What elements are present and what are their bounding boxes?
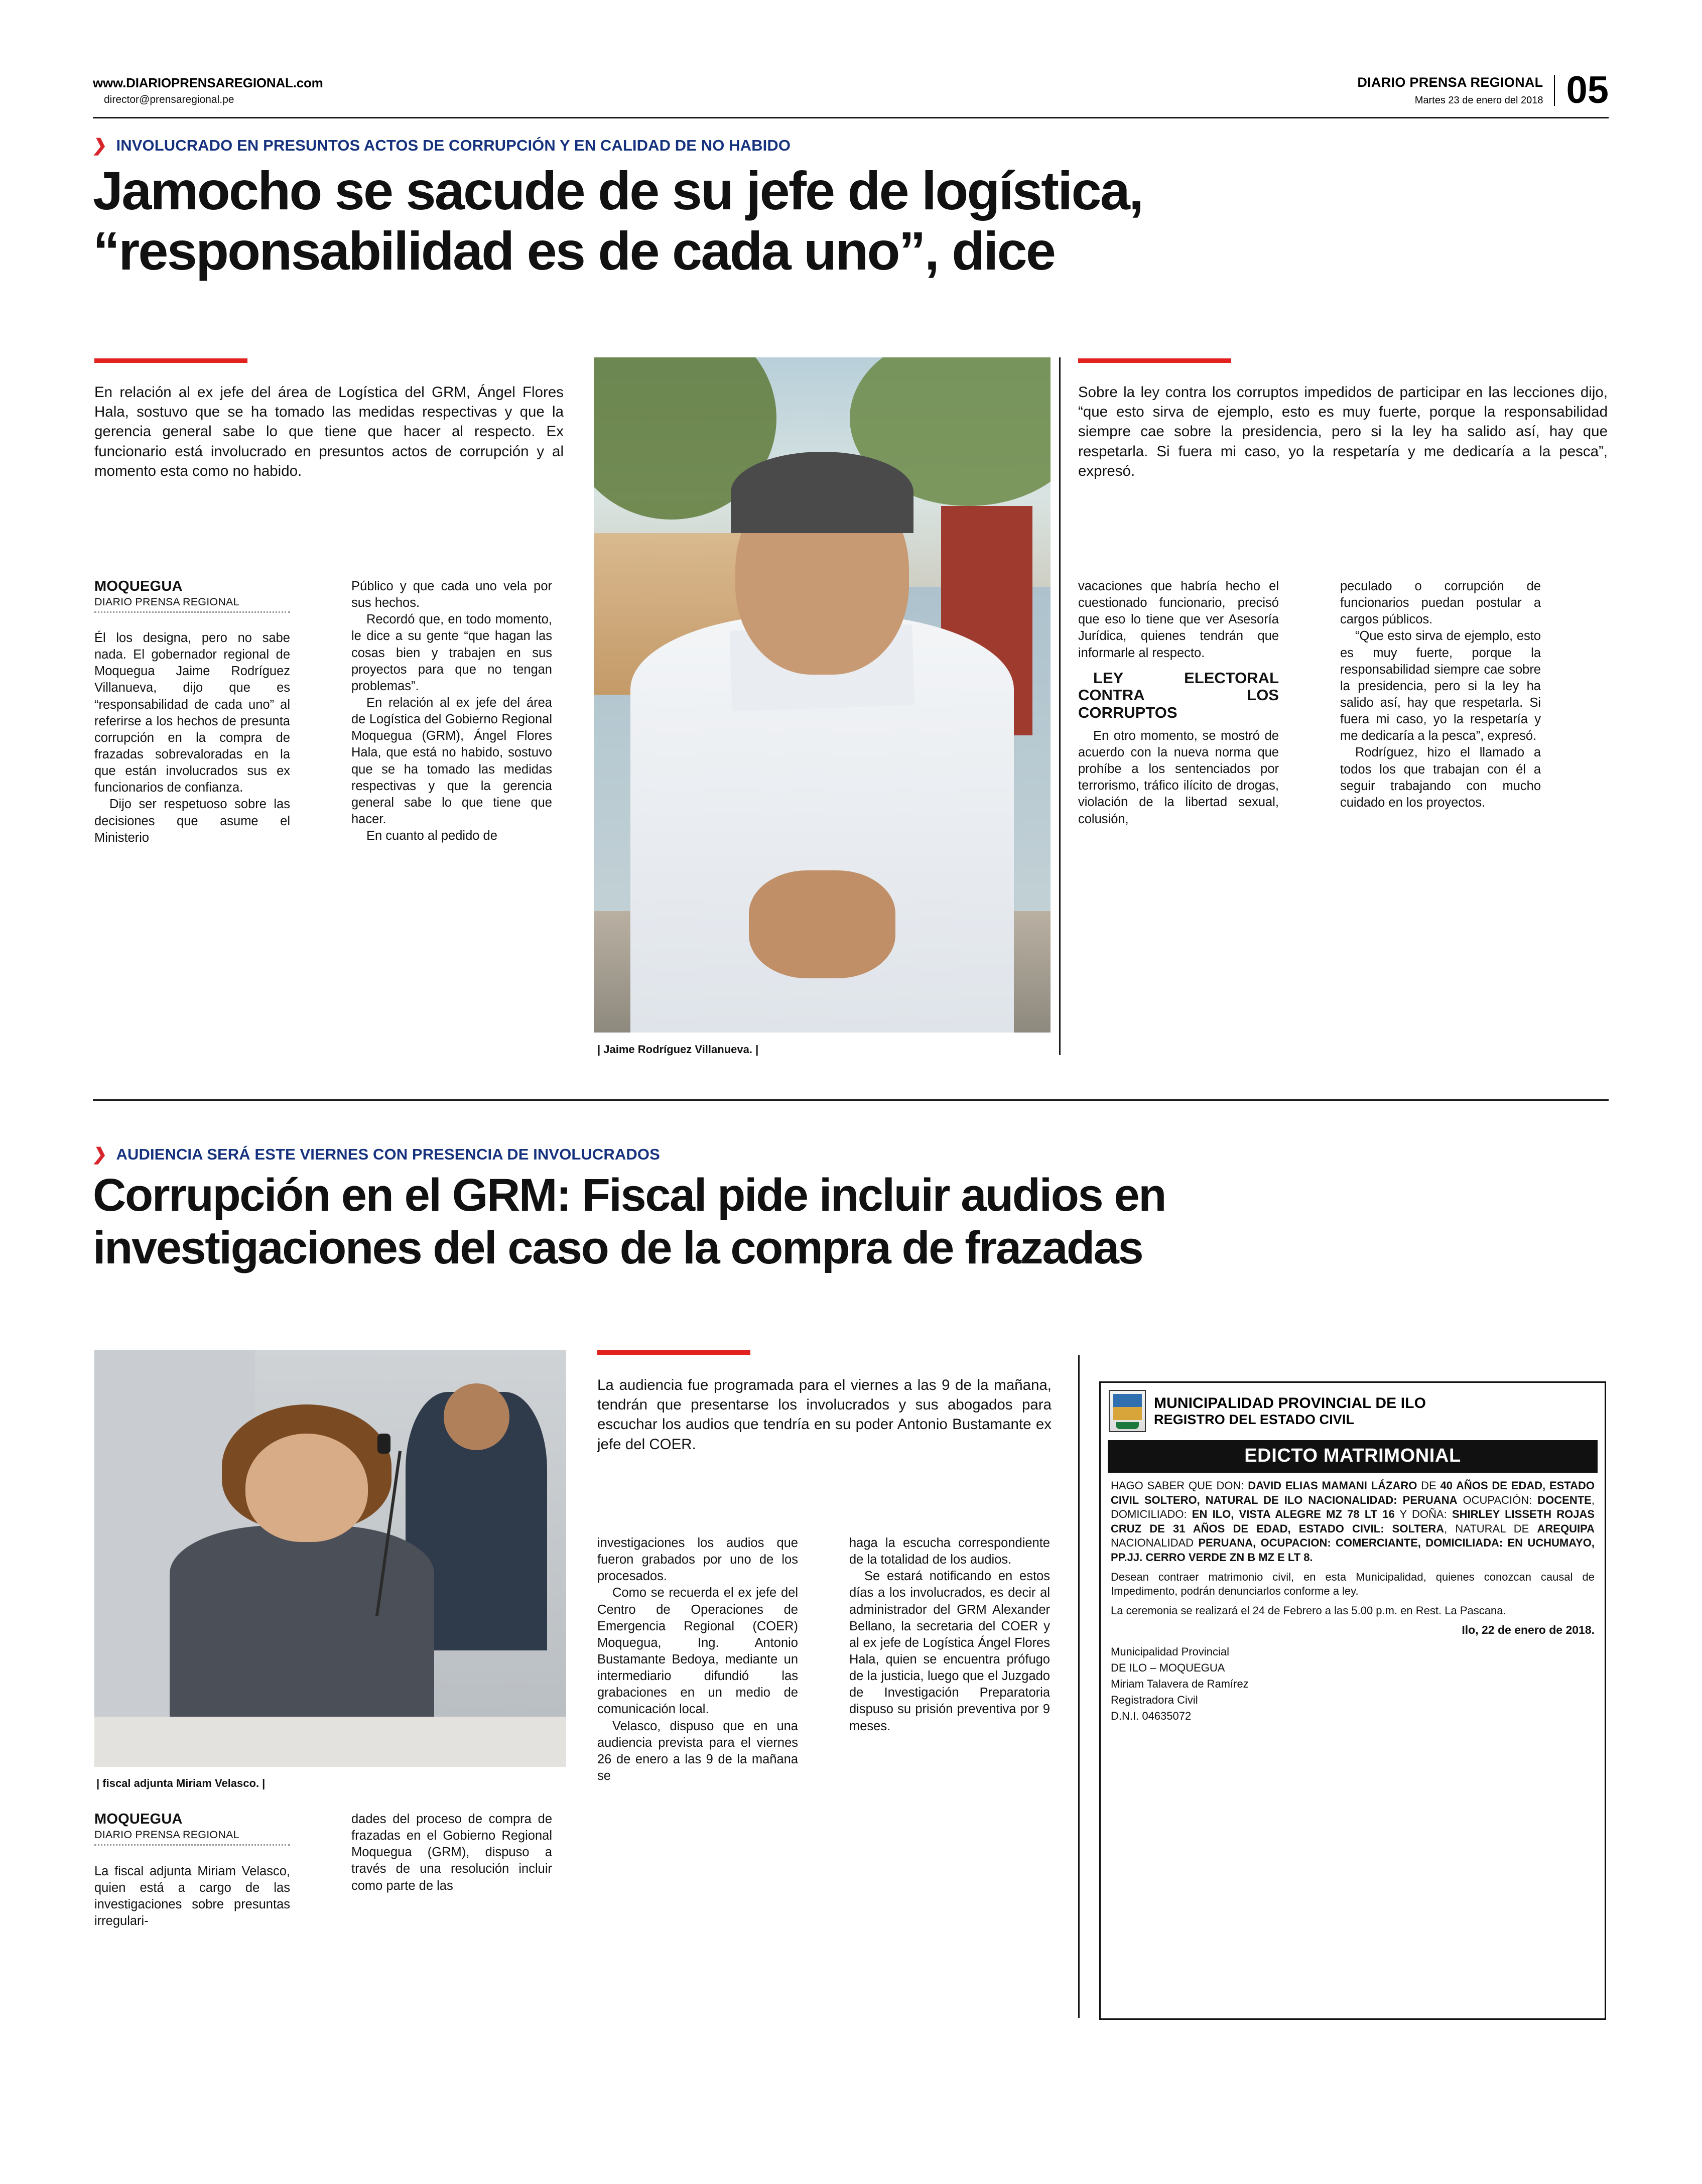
arrow-icon: ❯	[91, 136, 109, 155]
masthead-paper-name: DIARIO PRENSA REGIONAL	[1357, 75, 1543, 90]
article2-photo-caption: | fiscal adjunta Miriam Velasco. |	[96, 1777, 266, 1789]
article2-col1-p1: La fiscal adjunta Miriam Velasco, quien está a cargo de las investigaciones sobre presuntas irregulari-	[94, 1864, 290, 1929]
masthead-rule	[93, 117, 1609, 118]
article2-kicker-text: AUDIENCIA SERÁ ESTE VIERNES CON PRESENCIA DE INVOLUCRADOS	[116, 1145, 660, 1163]
masthead-left	[93, 75, 323, 107]
dotted-divider	[94, 611, 290, 613]
edicto-body-p3: La ceremonia se realizará el 24 de Febrero a las 5.00 p.m. en Rest. La Pascana.	[1111, 1604, 1506, 1617]
masthead-website[interactable]: www.DIARIOPRENSAREGIONAL.com	[93, 75, 323, 90]
article1-kicker	[93, 137, 1609, 155]
article1-col2-p3: En relación al ex jefe del área de Logística del Gobierno Regional Moquegua (GRM), Ángel Flores Hala, que está no habido, sostuvo que se ha tomado las medidas respectivas y que la gerencia general sabe lo que tiene que hacer.	[351, 695, 552, 826]
masthead-email[interactable]: director@prensaregional.pe	[104, 94, 234, 106]
masthead-right	[1357, 69, 1609, 112]
edicto-signature	[1111, 1644, 1595, 1724]
masthead	[93, 69, 1609, 112]
article1-subhead: LEY ELECTORAL CONTRA LOS CORRUPTOS	[1078, 669, 1279, 722]
article1-column-2	[351, 578, 552, 844]
article1-column-4	[1340, 578, 1541, 811]
article2-col4-p2: Se estará notificando en estos días a los involucrados, es decir al administrador del GRM Alexander Bellano, la secretaria del COER y al ex jefe de Logística Ángel Flores Hala, quien se encuentra prófugo de la justicia, luego que el Juzgado de Investigación Preparatoria dispuso su prisión preventiva por 9 meses.	[849, 1569, 1050, 1733]
edicto-sign-line1: Municipalidad Provincial	[1111, 1645, 1230, 1658]
article1-headline-line2: “responsabilidad es de cada uno”, dice	[93, 220, 1055, 281]
edicto-body	[1101, 1479, 1605, 1732]
article1-col2-p2: Recordó que, en todo momento, le dice a su gente “que hagan las cosas bien y trabajen en sus proyectos para que no tengan problemas”.	[351, 612, 552, 693]
article1-col4-p1: peculado o corrupción de funcionarios puedan postular a cargos públicos.	[1340, 579, 1541, 627]
arrow-icon: ❯	[91, 1145, 109, 1164]
article2-column-3	[597, 1535, 798, 1784]
article1-column-3	[1078, 578, 1279, 828]
article2-dateline	[94, 1811, 290, 1846]
dotted-divider	[94, 1844, 290, 1846]
article2-dateline-paper: DIARIO PRENSA REGIONAL	[94, 1829, 239, 1841]
article1-vertical-rule	[1059, 357, 1061, 1055]
page-number: 05	[1566, 69, 1609, 112]
article2-dateline-city: MOQUEGUA	[94, 1811, 183, 1827]
article1-photo	[594, 357, 1051, 1033]
article1-headline-line1: Jamocho se sacude de su jefe de logística,	[93, 160, 1143, 221]
article2-kicker	[93, 1145, 1609, 1164]
article2-col4-p1: haga la escucha correspondiente de la totalidad de los audios.	[849, 1536, 1050, 1567]
article2-column-2	[351, 1811, 552, 1894]
article2-col3-p3: Velasco, dispuso que en una audiencia prevista para el viernes 26 de enero a las 9 de la mañana se	[597, 1719, 798, 1783]
article2-col3-p1: investigaciones los audios que fueron grabados por uno de los procesados.	[597, 1536, 798, 1584]
edicto-matrimonial-box	[1099, 1381, 1606, 2020]
article2-col3-p2: Como se recuerda el ex jefe del Centro de Operaciones de Emergencia Regional (COER) Moquegua, Ing. Antonio Bustamante Bedoya, mediante un intermediario difundió las grabaciones en un medio de comunicación local.	[597, 1586, 798, 1717]
municipality-crest-icon	[1109, 1390, 1146, 1432]
article2-lede: La audiencia fue programada para el viernes a las 9 de la mañana, tendrán que presentarse los involucrados y sus abogados para escuchar los audios que tendría en su poder Antonio Bustamante ex jefe del COER.	[597, 1377, 1052, 1453]
article1-column-1	[94, 630, 290, 846]
edicto-banner: EDICTO MATRIMONIAL	[1108, 1440, 1598, 1473]
masthead-divider	[1554, 75, 1555, 106]
article1-col4-p2: “Que esto sirva de ejemplo, esto es muy fuerte, porque la responsabilidad siempre cae sobre la presidencia, pero si la ley ha salido así, hay que respetarla. Si fuera mi caso, yo la respetaría y me dedicaría a la pesca”, expresó.	[1340, 629, 1541, 743]
article2-column-4	[849, 1535, 1050, 1735]
article1-kicker-text: INVOLUCRADO EN PRESUNTOS ACTOS DE CORRUPCIÓN Y EN CALIDAD DE NO HABIDO	[116, 137, 791, 154]
edicto-sign-line2: DE ILO – MOQUEGUA	[1111, 1661, 1225, 1675]
article1-col3-p1: vacaciones que habría hecho el cuestionado funcionario, precisó que eso lo tiene que ver Asesoría Jurídica, quienes tendrán que informarle al respecto.	[1078, 579, 1279, 660]
edicto-header	[1101, 1383, 1605, 1436]
article1-col3-p2: En otro momento, se mostró de acuerdo con la nueva norma que prohíbe a los sentenciados por terrorismo, tráfico ilícito de drogas, violación de la libertad sexual, colusión,	[1078, 728, 1279, 826]
edicto-body-p2: Desean contraer matrimonio civil, en esta Municipalidad, quienes conozcan causal de Impedimento, podrán denunciarlos conforme a ley.	[1111, 1570, 1595, 1598]
article2-column-1	[94, 1863, 290, 1930]
edicto-sign-line4: Registradora Civil	[1111, 1693, 1198, 1706]
edicto-sign-line3: Miriam Talavera de Ramírez	[1111, 1678, 1249, 1691]
article1-lede-right: Sobre la ley contra los corruptos impedidos de participar en las lecciones dijo, “que esto sirva de ejemplo, esto es muy fuerte, porque la responsabilidad siempre cae sobre la presidencia, pero si la ley ha salido así, hay que respetarla. Si fuera mi caso, yo la respetaría y me dedicaría a la pesca”, expresó.	[1078, 384, 1608, 479]
article1-col4-p3: Rodríguez, hizo el llamado a todos los que trabajan con él a seguir trabajando con mucho cuidado en los proyectos.	[1340, 745, 1541, 810]
section-divider	[93, 1099, 1609, 1101]
article1-col1-p2: Dijo ser respetuoso sobre las decisiones que asume el Ministerio	[94, 797, 290, 845]
article2-col2-p1: dades del proceso de compra de frazadas en el Gobierno Regional Moquegua (GRM), dispuso a través de una resolución incluir como parte de las	[351, 1812, 552, 1893]
edicto-body-main: HAGO SABER QUE DON: DAVID ELIAS MAMANI LÁZARO DE 40 AÑOS DE EDAD, ESTADO CIVIL SOLTERO, NATURAL DE ILO NACIONALIDAD: PERUANA OCUPACIÓN: DOCENTE, DOMICILIADO: EN ILO, VISTA ALEGRE MZ 78 LT 16 Y DOÑA: SHIRLEY LISSETH ROJAS CRUZ DE 31 AÑOS DE EDAD, ESTADO CIVIL: SOLTERA, NATURAL DE AREQUIPA NACIONALIDAD PERUANA, OCUPACION: COMERCIANTE, DOMICILIADA: EN UCHUMAYO, PP.JJ. CERRO VERDE ZN B MZ E LT 8.	[1111, 1479, 1595, 1564]
edicto-title-line2: REGISTRO DEL ESTADO CIVIL	[1154, 1411, 1355, 1427]
article1-left-redbar	[94, 358, 247, 363]
article2-vertical-rule	[1078, 1355, 1080, 2018]
article1-col2-p4: En cuanto al pedido de	[366, 829, 497, 843]
edicto-title-line1: MUNICIPALIDAD PROVINCIAL DE ILO	[1154, 1394, 1426, 1411]
article1-dateline-city: MOQUEGUA	[94, 578, 183, 594]
article2-headline-line2: investigaciones del caso de la compra de frazadas	[93, 1222, 1143, 1273]
article1-dateline	[94, 578, 290, 613]
article1-right-redbar	[1078, 358, 1231, 363]
article2-photo	[94, 1350, 566, 1767]
masthead-date: Martes 23 de enero del 2018	[1414, 94, 1543, 106]
edicto-date: Ilo, 22 de enero de 2018.	[1462, 1623, 1595, 1637]
article1-dateline-paper: DIARIO PRENSA REGIONAL	[94, 596, 239, 608]
article1-col1-p1: Él los designa, pero no sabe nada. El gobernador regional de Moquegua Jaime Rodríguez Villanueva, dijo que es “responsabilidad de cada uno” al referirse a los hechos de presunta corrupción en la compra de frazadas sobrevaloradas en la que están involucrados sus ex funcionarios de confianza.	[94, 631, 290, 795]
article1-photo-caption: | Jaime Rodríguez Villanueva. |	[597, 1043, 759, 1056]
edicto-sign-line5: D.N.I. 04635072	[1111, 1709, 1192, 1722]
article1-col2-p1: Público y que cada uno vela por sus hechos.	[351, 579, 552, 610]
article2-headline-line1: Corrupción en el GRM: Fiscal pide incluir audios en	[93, 1170, 1166, 1221]
article2-redbar	[597, 1350, 750, 1355]
article1-lede-left: En relación al ex jefe del área de Logística del GRM, Ángel Flores Hala, sostuvo que se ha tomado las medidas respectivas y que la gerencia general sabe lo que tiene que hacer al respecto. Ex funcionario está involucrado en presuntos actos de corrupción y al momento esta como no habido.	[94, 384, 564, 479]
